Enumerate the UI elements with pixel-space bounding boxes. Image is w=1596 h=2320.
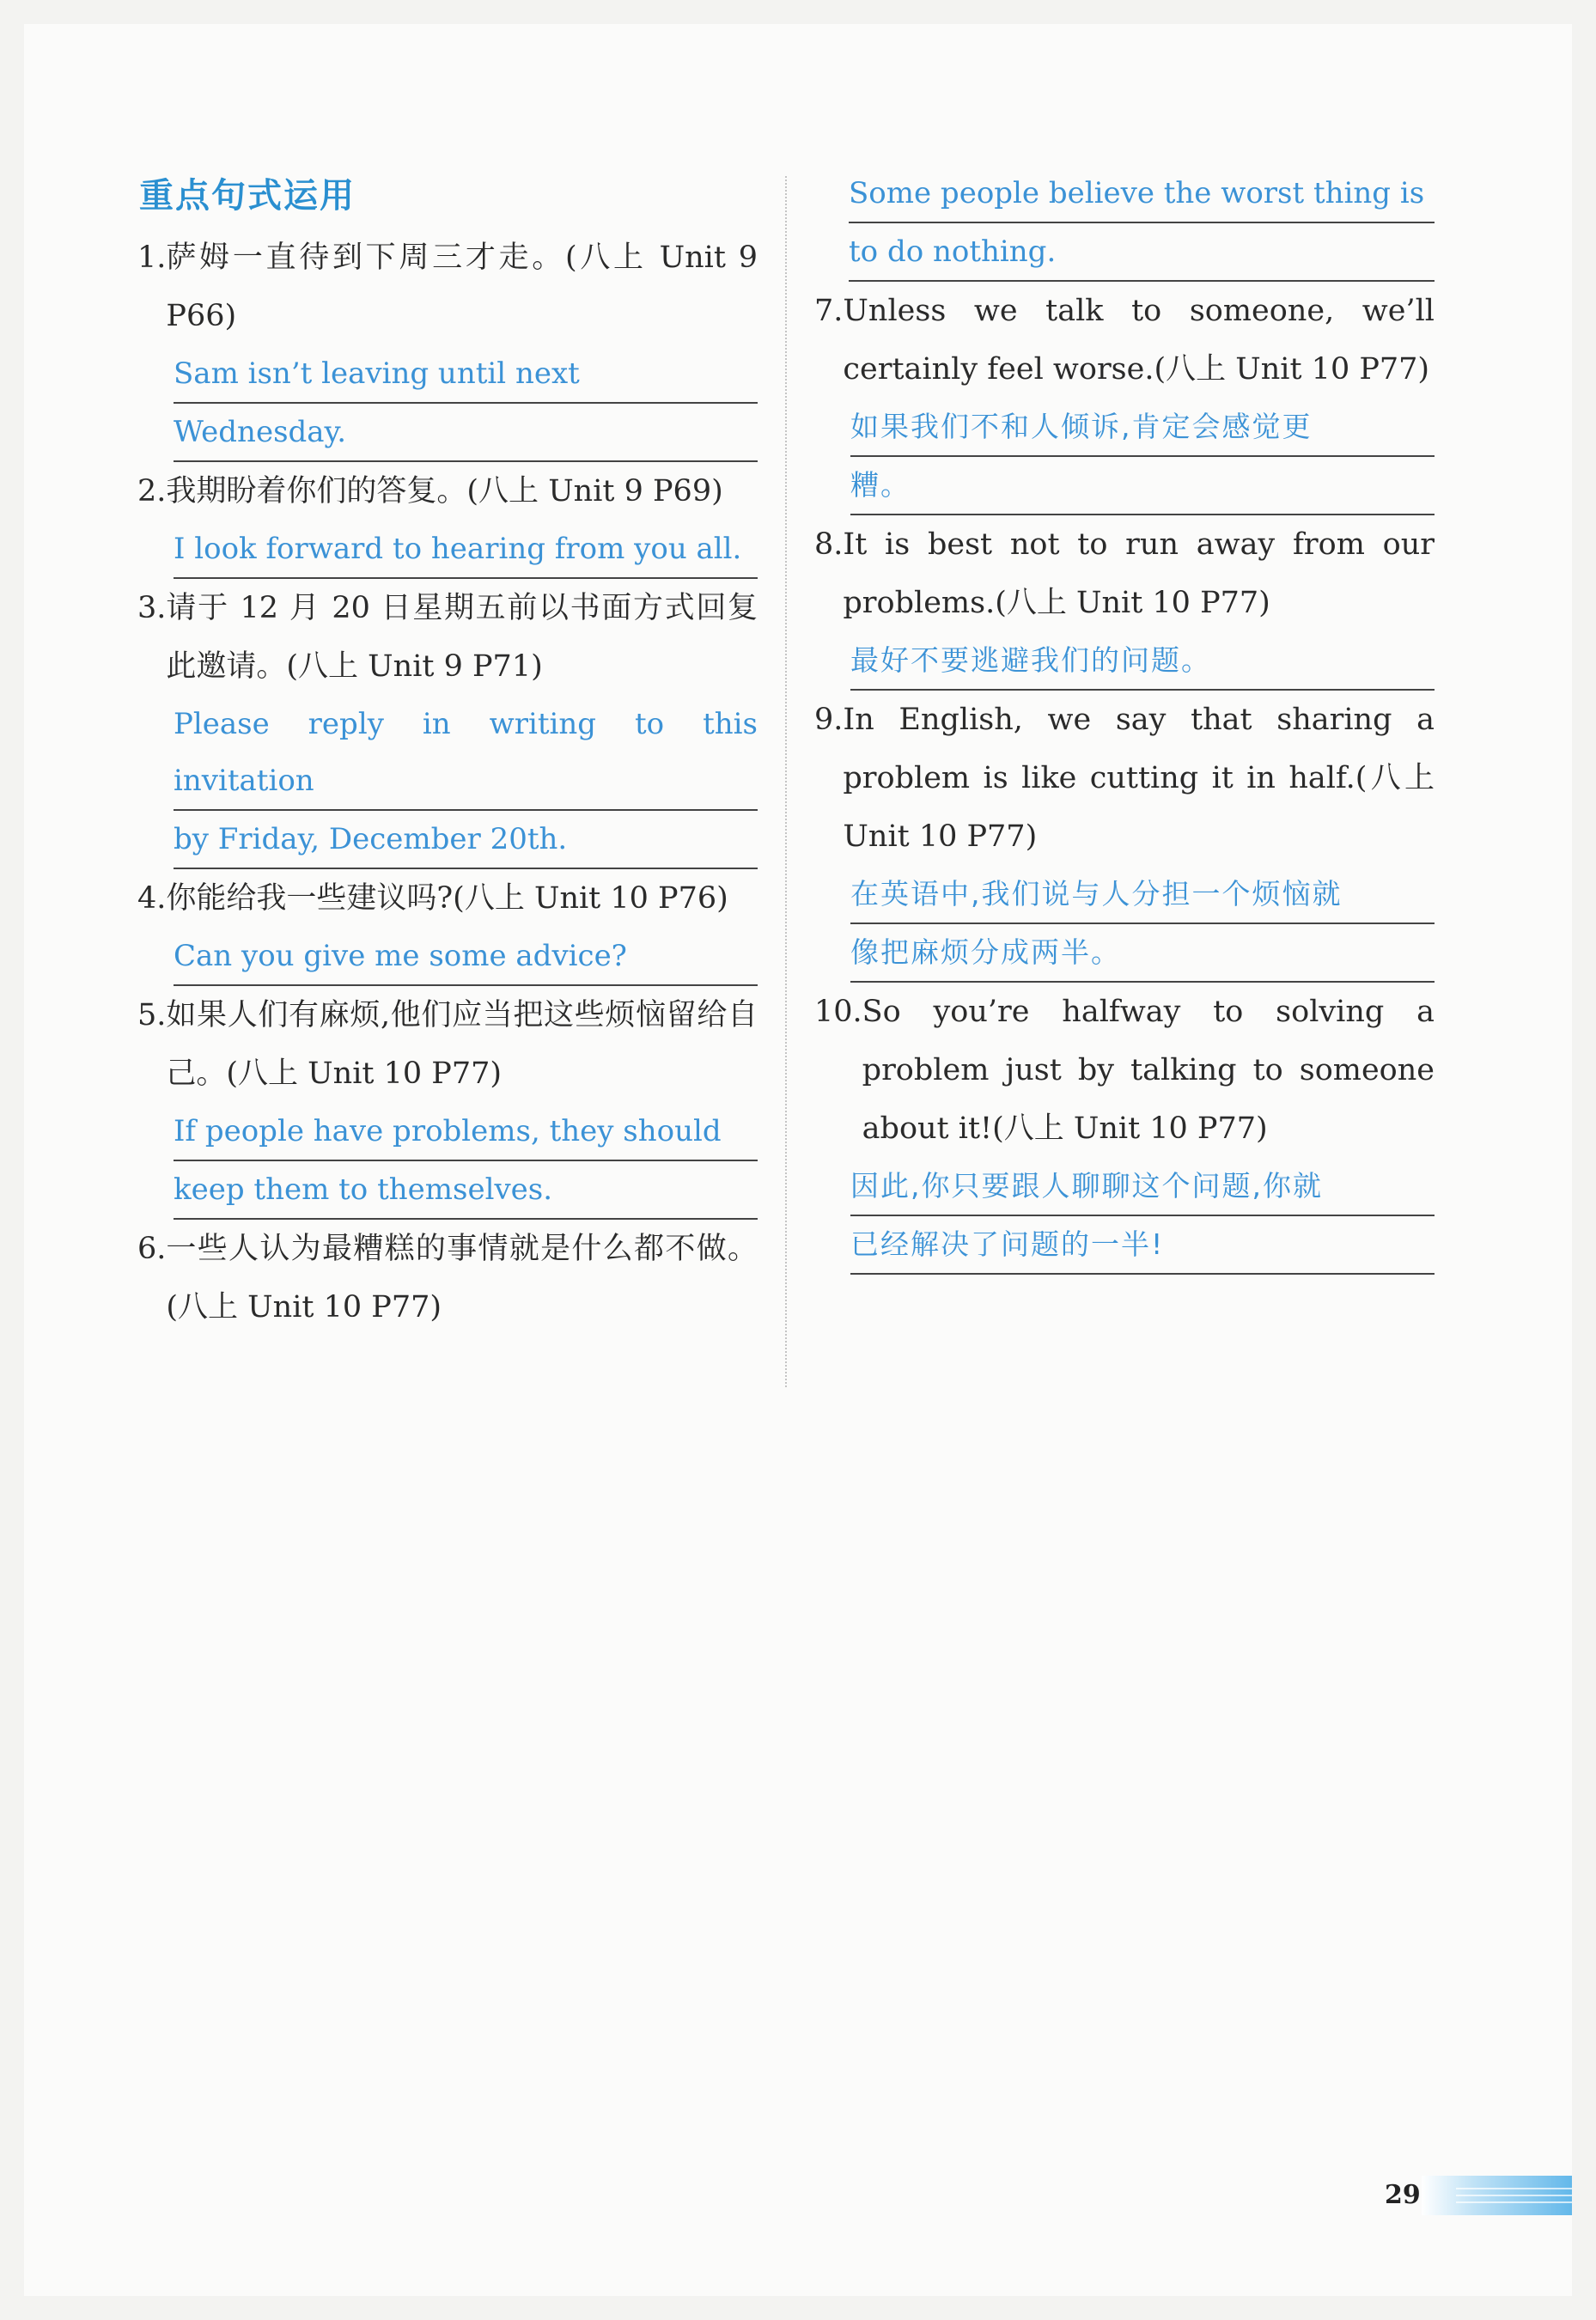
question-item: [137, 462, 758, 579]
answer-line: 已经解决了问题的一半!: [850, 1216, 1435, 1275]
left-column: [137, 228, 758, 1337]
page-number-bar: [1422, 2176, 1572, 2215]
question-item: [137, 869, 758, 986]
question-text: In English, we say that sharing a problem is like cutting it in half.(八上 Unit 10 P77): [843, 703, 1435, 854]
answer: [814, 399, 1435, 515]
question-number: 1.: [137, 241, 167, 275]
answer-line: 像把麻烦分成两半。: [850, 924, 1435, 983]
answer: [137, 1103, 758, 1220]
answer-line: If people have problems, they should: [174, 1103, 758, 1161]
answer: [137, 521, 758, 579]
question-text: 我期盼着你们的答复。(八上 Unit 9 P69): [166, 474, 723, 508]
question-item: [814, 515, 1435, 691]
answer-line: Can you give me some advice?: [174, 928, 758, 986]
question-number: 8.: [814, 527, 844, 562]
answer-line: keep them to themselves.: [174, 1161, 758, 1220]
question-number: 5.: [137, 998, 167, 1032]
answer-line: 糟。: [850, 457, 1435, 515]
question-text: 如果人们有麻烦,他们应当把这些烦恼留给自己。(八上 Unit 10 P77): [166, 998, 758, 1091]
question-text: 萨姆一直待到下周三才走。(八上 Unit 9 P66): [166, 241, 758, 333]
answer-line: 如果我们不和人倾诉,肯定会感觉更: [850, 399, 1435, 457]
question-item: [814, 983, 1435, 1275]
answer-line: by Friday, December 20th.: [174, 811, 758, 869]
answer-line: Wednesday.: [174, 404, 758, 462]
question-text: It is best not to run away from our problems.(八上 Unit 10 P77): [843, 527, 1435, 620]
answer: [814, 165, 1435, 282]
answer: [137, 345, 758, 462]
answer-line: Sam isn’t leaving until next: [174, 345, 758, 404]
answer: [137, 696, 758, 869]
question-item: [814, 282, 1435, 515]
page-number: 29: [1385, 2180, 1421, 2210]
question-text: 一些人认为最糟糕的事情就是什么都不做。(八上 Unit 10 P77): [166, 1232, 758, 1324]
answer: [814, 632, 1435, 691]
question-text: 你能给我一些建议吗?(八上 Unit 10 P76): [166, 881, 728, 916]
question-item: [137, 579, 758, 869]
answer: [814, 866, 1435, 983]
answer-line: Please reply in writing to this invitation: [174, 696, 758, 811]
question-text: Unless we talk to someone, we’ll certainly feel worse.(八上 Unit 10 P77): [843, 294, 1435, 387]
section-title: 重点句式运用: [139, 176, 356, 216]
question-number: 7.: [814, 294, 844, 328]
question-number: 10.: [814, 995, 862, 1029]
question-number: 2.: [137, 474, 167, 508]
answer-line: to do nothing.: [849, 223, 1435, 282]
question-number: 4.: [137, 881, 167, 916]
answer-line: 因此,你只要跟人聊聊这个问题,你就: [850, 1158, 1435, 1216]
answer-line: 在英语中,我们说与人分担一个烦恼就: [850, 866, 1435, 924]
column-divider: [785, 176, 787, 1387]
answer-line: 最好不要逃避我们的问题。: [850, 632, 1435, 691]
question-number: 9.: [814, 703, 844, 737]
question-item: [137, 228, 758, 462]
right-column: [814, 165, 1435, 1275]
question-text: 请于 12 月 20 日星期五前以书面方式回复此邀请。(八上 Unit 9 P71): [166, 591, 758, 684]
question-item: [137, 986, 758, 1220]
question-number: 3.: [137, 591, 167, 625]
question-item: [814, 691, 1435, 983]
question-item: [137, 1220, 758, 1337]
question-number: 6.: [137, 1232, 167, 1266]
question-text: So you’re halfway to solving a problem just by talking to someone about it!(八上 Unit 10 P77): [862, 995, 1435, 1146]
answer-line: Some people believe the worst thing is: [849, 165, 1435, 223]
answer-line: I look forward to hearing from you all.: [174, 521, 758, 579]
answer: [814, 1158, 1435, 1275]
answer: [137, 928, 758, 986]
